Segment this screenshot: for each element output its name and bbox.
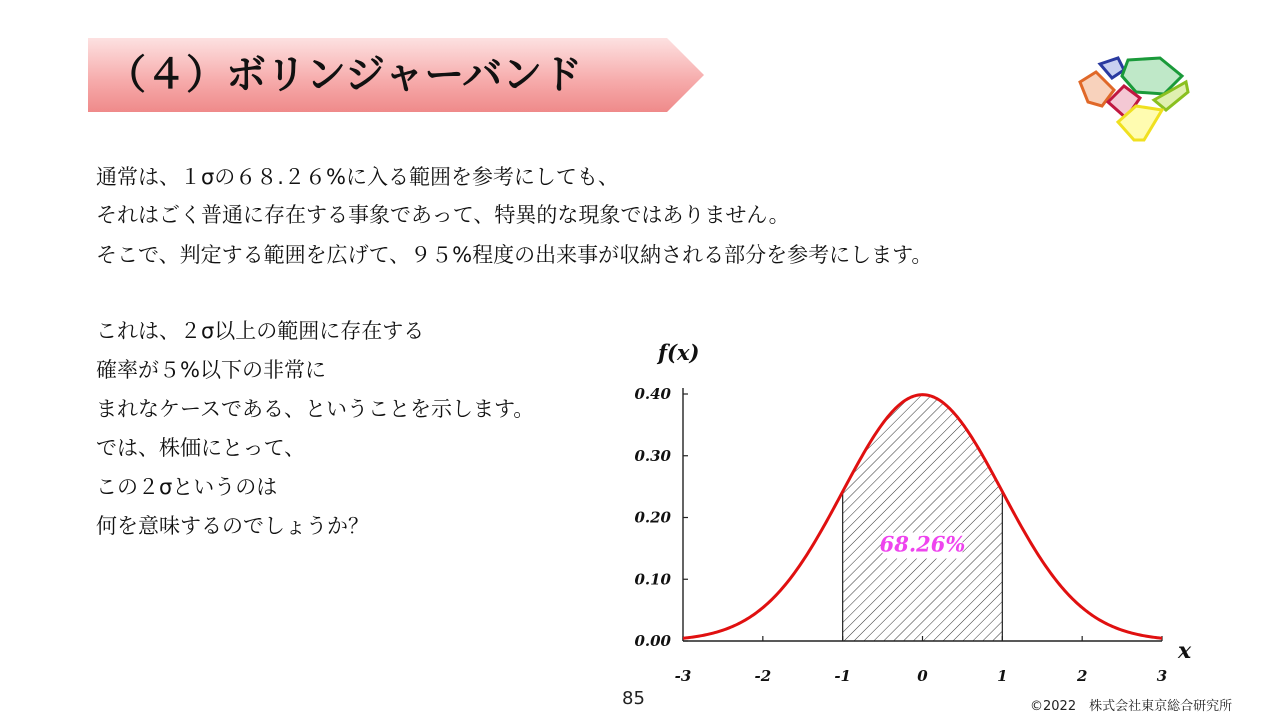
body-line: では、株価にとって、 bbox=[96, 436, 306, 460]
normal-distribution-chart bbox=[630, 330, 1210, 700]
shaded-region-label: 68.26% bbox=[879, 531, 966, 557]
shaded-region bbox=[843, 395, 1003, 641]
y-axis-label: f(x) bbox=[658, 340, 700, 365]
body-line: まれなケースである、ということを示します。 bbox=[96, 397, 535, 421]
x-tick-label: 1 bbox=[997, 667, 1008, 685]
body-line: 確率が５%以下の非常に bbox=[96, 358, 326, 382]
y-tick-label: 0.40 bbox=[634, 385, 671, 403]
body-line: それはごく普通に存在する事象であって、特異的な現象ではありません。 bbox=[96, 203, 790, 227]
x-axis-label: x bbox=[1178, 638, 1192, 664]
x-tick-label: -2 bbox=[754, 667, 772, 685]
body-line: これは、２σ以上の範囲に存在する bbox=[96, 319, 425, 343]
body-line: この２σというのは bbox=[96, 475, 278, 499]
body-line: 通常は、１σの６８.２６%に入る範囲を参考にしても、 bbox=[96, 165, 619, 189]
y-tick-label: 0.00 bbox=[634, 632, 671, 650]
logo-blue-shape bbox=[1100, 58, 1124, 78]
x-tick-label: -3 bbox=[674, 667, 692, 685]
y-tick-label: 0.20 bbox=[634, 508, 671, 527]
x-tick-label: -1 bbox=[834, 667, 852, 685]
copyright: ©2022 株式会社東京総合研究所 bbox=[1030, 699, 1233, 714]
page-title: （４）ボリンジャーバンド bbox=[106, 52, 583, 98]
x-tick-label: 2 bbox=[1076, 667, 1088, 685]
company-logo bbox=[1074, 54, 1194, 146]
page-number: 85 bbox=[622, 688, 645, 709]
y-tick-label: 0.10 bbox=[634, 570, 671, 589]
body-line: そこで、判定する範囲を広げて、９５%程度の出来事が収納される部分を参考にします。 bbox=[96, 243, 933, 267]
x-tick-label: 0 bbox=[917, 667, 928, 685]
y-tick-label: 0.30 bbox=[634, 446, 671, 465]
x-tick-label: 3 bbox=[1156, 667, 1168, 685]
body-line: 何を意味するのでしょうか？ bbox=[96, 514, 369, 538]
